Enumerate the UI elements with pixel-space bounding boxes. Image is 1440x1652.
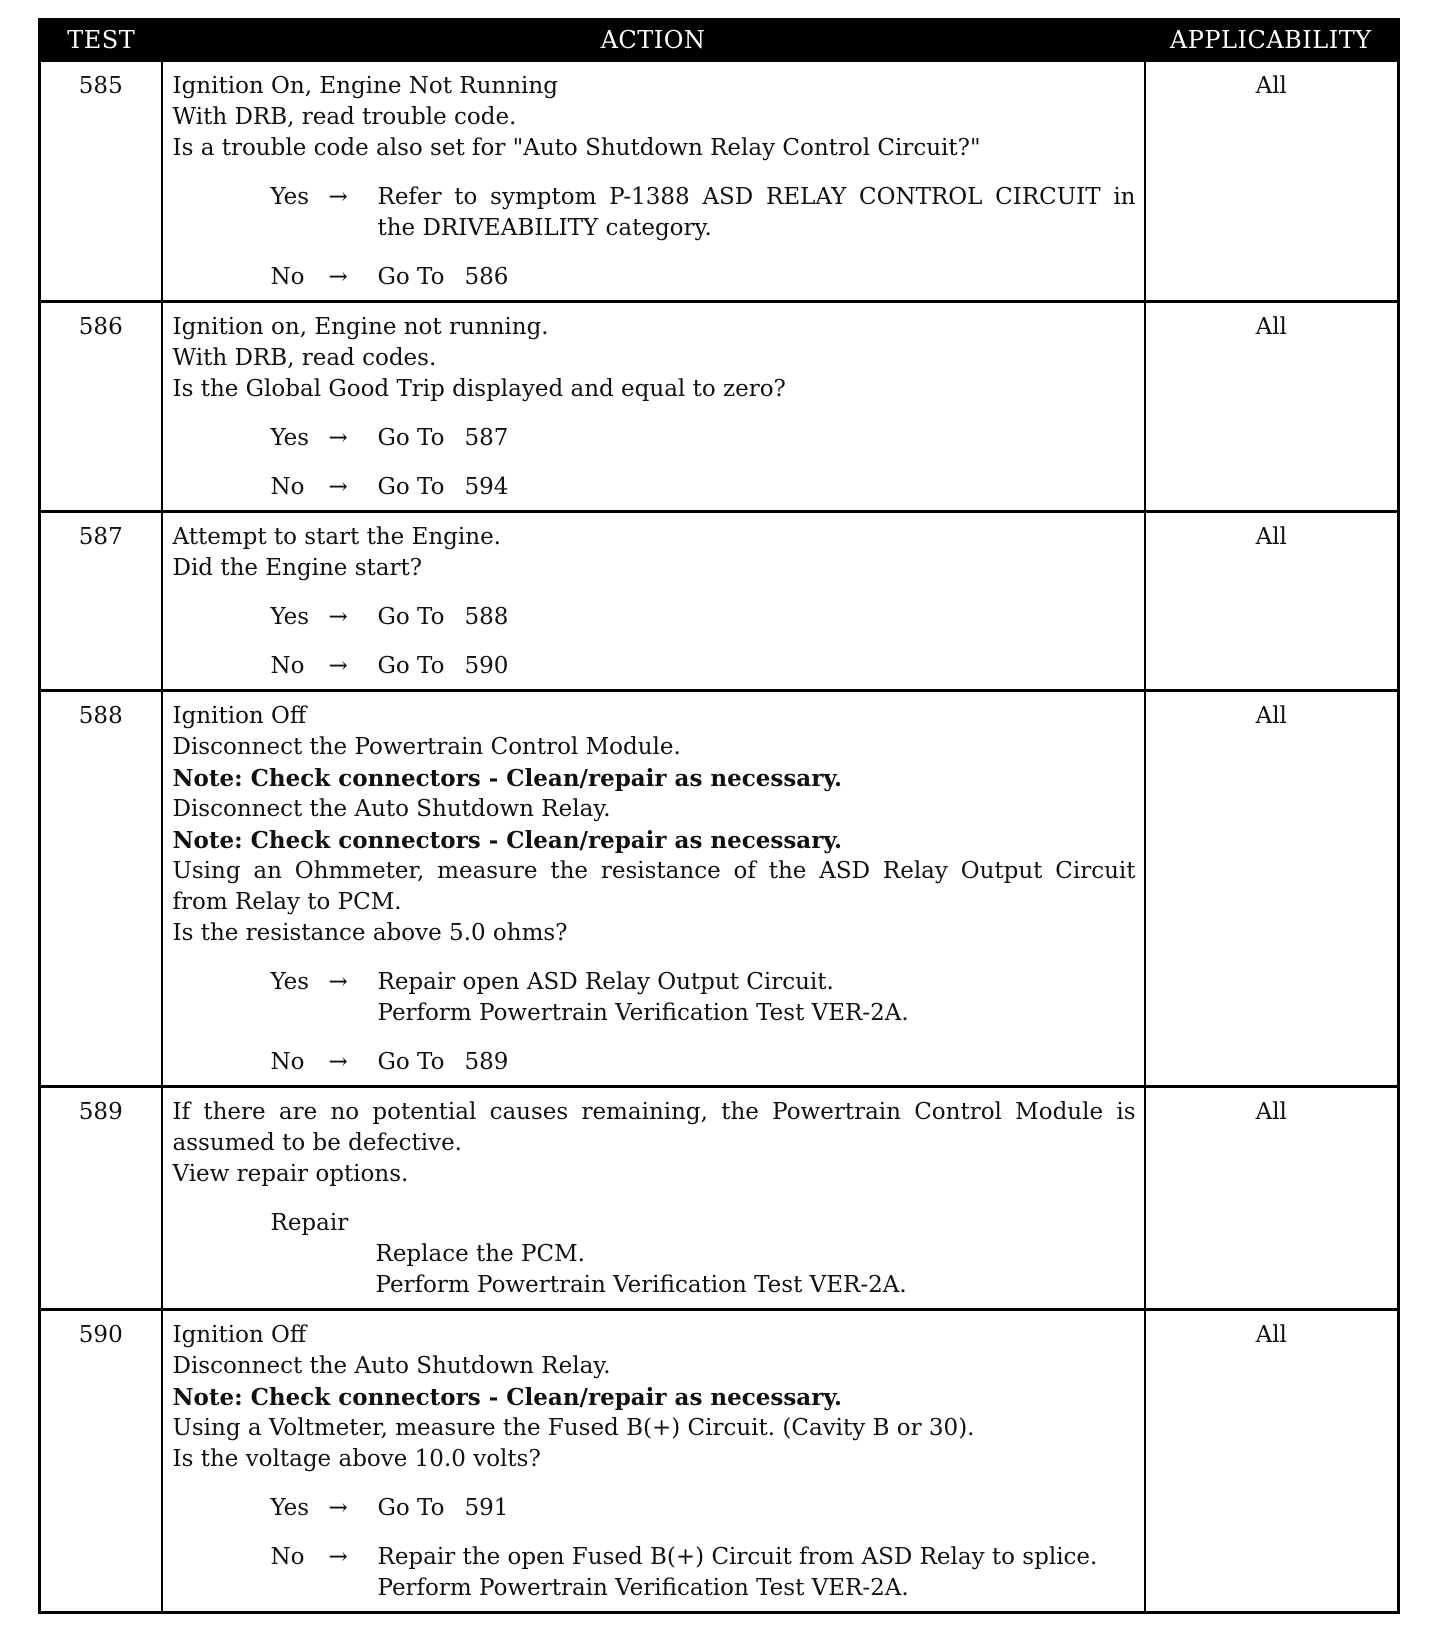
no-label: No xyxy=(270,1049,305,1075)
goto-label: Go To xyxy=(377,604,445,630)
yes-outcome xyxy=(271,423,1136,454)
arrow-icon: → xyxy=(328,1544,348,1570)
test-number: 587 xyxy=(40,512,162,691)
goto-target[interactable]: 587 xyxy=(464,425,509,451)
yes-label: Yes xyxy=(270,1495,310,1521)
action-line: Is the Global Good Trip displayed and equal to zero? xyxy=(172,376,786,402)
arrow-icon: → xyxy=(328,264,348,290)
goto-target[interactable]: 588 xyxy=(464,604,509,630)
goto-target[interactable]: 589 xyxy=(464,1049,509,1075)
action-cell xyxy=(162,691,1145,1087)
applicability-value: All xyxy=(1145,1310,1399,1613)
applicability-value: All xyxy=(1145,1087,1399,1310)
action-line: Ignition on, Engine not running. xyxy=(172,314,549,340)
action-line: Using an Ohmmeter, measure the resistance of the ASD Relay Output Circuit from Relay to PCM. xyxy=(172,858,1136,915)
action-line: Ignition Off xyxy=(172,1322,307,1348)
applicability-value: All xyxy=(1145,61,1399,302)
yes-outcome xyxy=(271,1493,1136,1524)
applicability-value: All xyxy=(1145,302,1399,512)
test-number: 585 xyxy=(40,61,162,302)
no-result: Repair the open Fused B(+) Circuit from ASD Relay to splice. xyxy=(377,1544,1098,1570)
goto-label: Go To xyxy=(377,1495,445,1521)
no-label: No xyxy=(270,264,305,290)
no-outcome xyxy=(271,262,1136,293)
table-row xyxy=(40,1087,1399,1310)
action-line: With DRB, read codes. xyxy=(172,345,437,371)
action-line: Attempt to start the Engine. xyxy=(172,524,501,550)
yes-result: Repair open ASD Relay Output Circuit. xyxy=(377,969,834,995)
no-label: No xyxy=(270,474,305,500)
no-result: Perform Powertrain Verification Test VER-2A. xyxy=(377,1575,909,1601)
no-outcome xyxy=(271,1047,1136,1078)
header-test: TEST xyxy=(40,20,162,61)
test-number: 588 xyxy=(40,691,162,1087)
action-line: View repair options. xyxy=(172,1161,409,1187)
goto-label: Go To xyxy=(377,653,445,679)
repair-step: Perform Powertrain Verification Test VER-2A. xyxy=(375,1272,907,1298)
no-label: No xyxy=(270,1544,305,1570)
table-row xyxy=(40,61,1399,302)
test-number: 589 xyxy=(40,1087,162,1310)
action-line: Did the Engine start? xyxy=(172,555,423,581)
action-cell xyxy=(162,512,1145,691)
arrow-icon: → xyxy=(328,425,348,451)
arrow-icon: → xyxy=(328,969,348,995)
yes-outcome xyxy=(271,967,1136,1029)
action-line: Disconnect the Auto Shutdown Relay. xyxy=(172,1353,611,1379)
test-number: 586 xyxy=(40,302,162,512)
repair-step: Replace the PCM. xyxy=(375,1241,585,1267)
no-outcome xyxy=(271,651,1136,682)
note-line: Note: Check connectors - Clean/repair as necessary. xyxy=(172,827,843,854)
action-line: With DRB, read trouble code. xyxy=(172,104,517,130)
goto-label: Go To xyxy=(377,264,445,290)
note-line: Note: Check connectors - Clean/repair as necessary. xyxy=(172,1384,843,1411)
diagnostic-test-table xyxy=(38,18,1400,1614)
yes-outcome xyxy=(271,602,1136,633)
yes-label: Yes xyxy=(270,425,310,451)
table-row xyxy=(40,691,1399,1087)
test-number: 590 xyxy=(40,1310,162,1613)
yes-label: Yes xyxy=(270,969,310,995)
goto-target[interactable]: 586 xyxy=(464,264,509,290)
yes-result: Refer to symptom P-1388 ASD RELAY CONTROL CIRCUIT in the DRIVEABILITY category. xyxy=(377,184,1136,241)
note-line: Note: Check connectors - Clean/repair as necessary. xyxy=(172,765,843,792)
goto-target[interactable]: 591 xyxy=(464,1495,509,1521)
action-line: Ignition Off xyxy=(172,703,307,729)
arrow-icon: → xyxy=(328,1495,348,1521)
goto-label: Go To xyxy=(377,1049,445,1075)
yes-label: Yes xyxy=(270,604,310,630)
action-cell xyxy=(162,61,1145,302)
goto-target[interactable]: 590 xyxy=(464,653,509,679)
action-line: Ignition On, Engine Not Running xyxy=(172,73,558,99)
table-header-row xyxy=(40,20,1399,61)
table-row xyxy=(40,302,1399,512)
yes-result: Perform Powertrain Verification Test VER-2A. xyxy=(377,1000,909,1026)
arrow-icon: → xyxy=(328,653,348,679)
applicability-value: All xyxy=(1145,691,1399,1087)
action-line: Disconnect the Auto Shutdown Relay. xyxy=(172,796,611,822)
applicability-value: All xyxy=(1145,512,1399,691)
no-label: No xyxy=(270,653,305,679)
yes-label: Yes xyxy=(270,184,310,210)
action-line: If there are no potential causes remaining, the Powertrain Control Module is assumed to be defective. xyxy=(172,1099,1136,1156)
action-line: Is the resistance above 5.0 ohms? xyxy=(172,920,568,946)
goto-label: Go To xyxy=(377,425,445,451)
goto-target[interactable]: 594 xyxy=(464,474,509,500)
arrow-icon: → xyxy=(328,184,348,210)
arrow-icon: → xyxy=(328,1049,348,1075)
goto-label: Go To xyxy=(377,474,445,500)
action-cell xyxy=(162,302,1145,512)
table-row xyxy=(40,512,1399,691)
action-cell xyxy=(162,1087,1145,1310)
action-line: Using a Voltmeter, measure the Fused B(+) Circuit. (Cavity B or 30). xyxy=(172,1415,975,1441)
action-line: Is the voltage above 10.0 volts? xyxy=(172,1446,541,1472)
repair-label: Repair xyxy=(270,1210,349,1236)
header-applicability: APPLICABILITY xyxy=(1145,20,1399,61)
no-outcome xyxy=(271,472,1136,503)
action-line: Is a trouble code also set for "Auto Shutdown Relay Control Circuit?" xyxy=(172,135,981,161)
arrow-icon: → xyxy=(328,604,348,630)
arrow-icon: → xyxy=(328,474,348,500)
no-outcome xyxy=(271,1542,1136,1604)
yes-outcome xyxy=(271,182,1136,244)
repair-block xyxy=(271,1208,1136,1301)
header-action: ACTION xyxy=(162,20,1145,61)
action-line: Disconnect the Powertrain Control Module. xyxy=(172,734,681,760)
table-row xyxy=(40,1310,1399,1613)
action-cell xyxy=(162,1310,1145,1613)
